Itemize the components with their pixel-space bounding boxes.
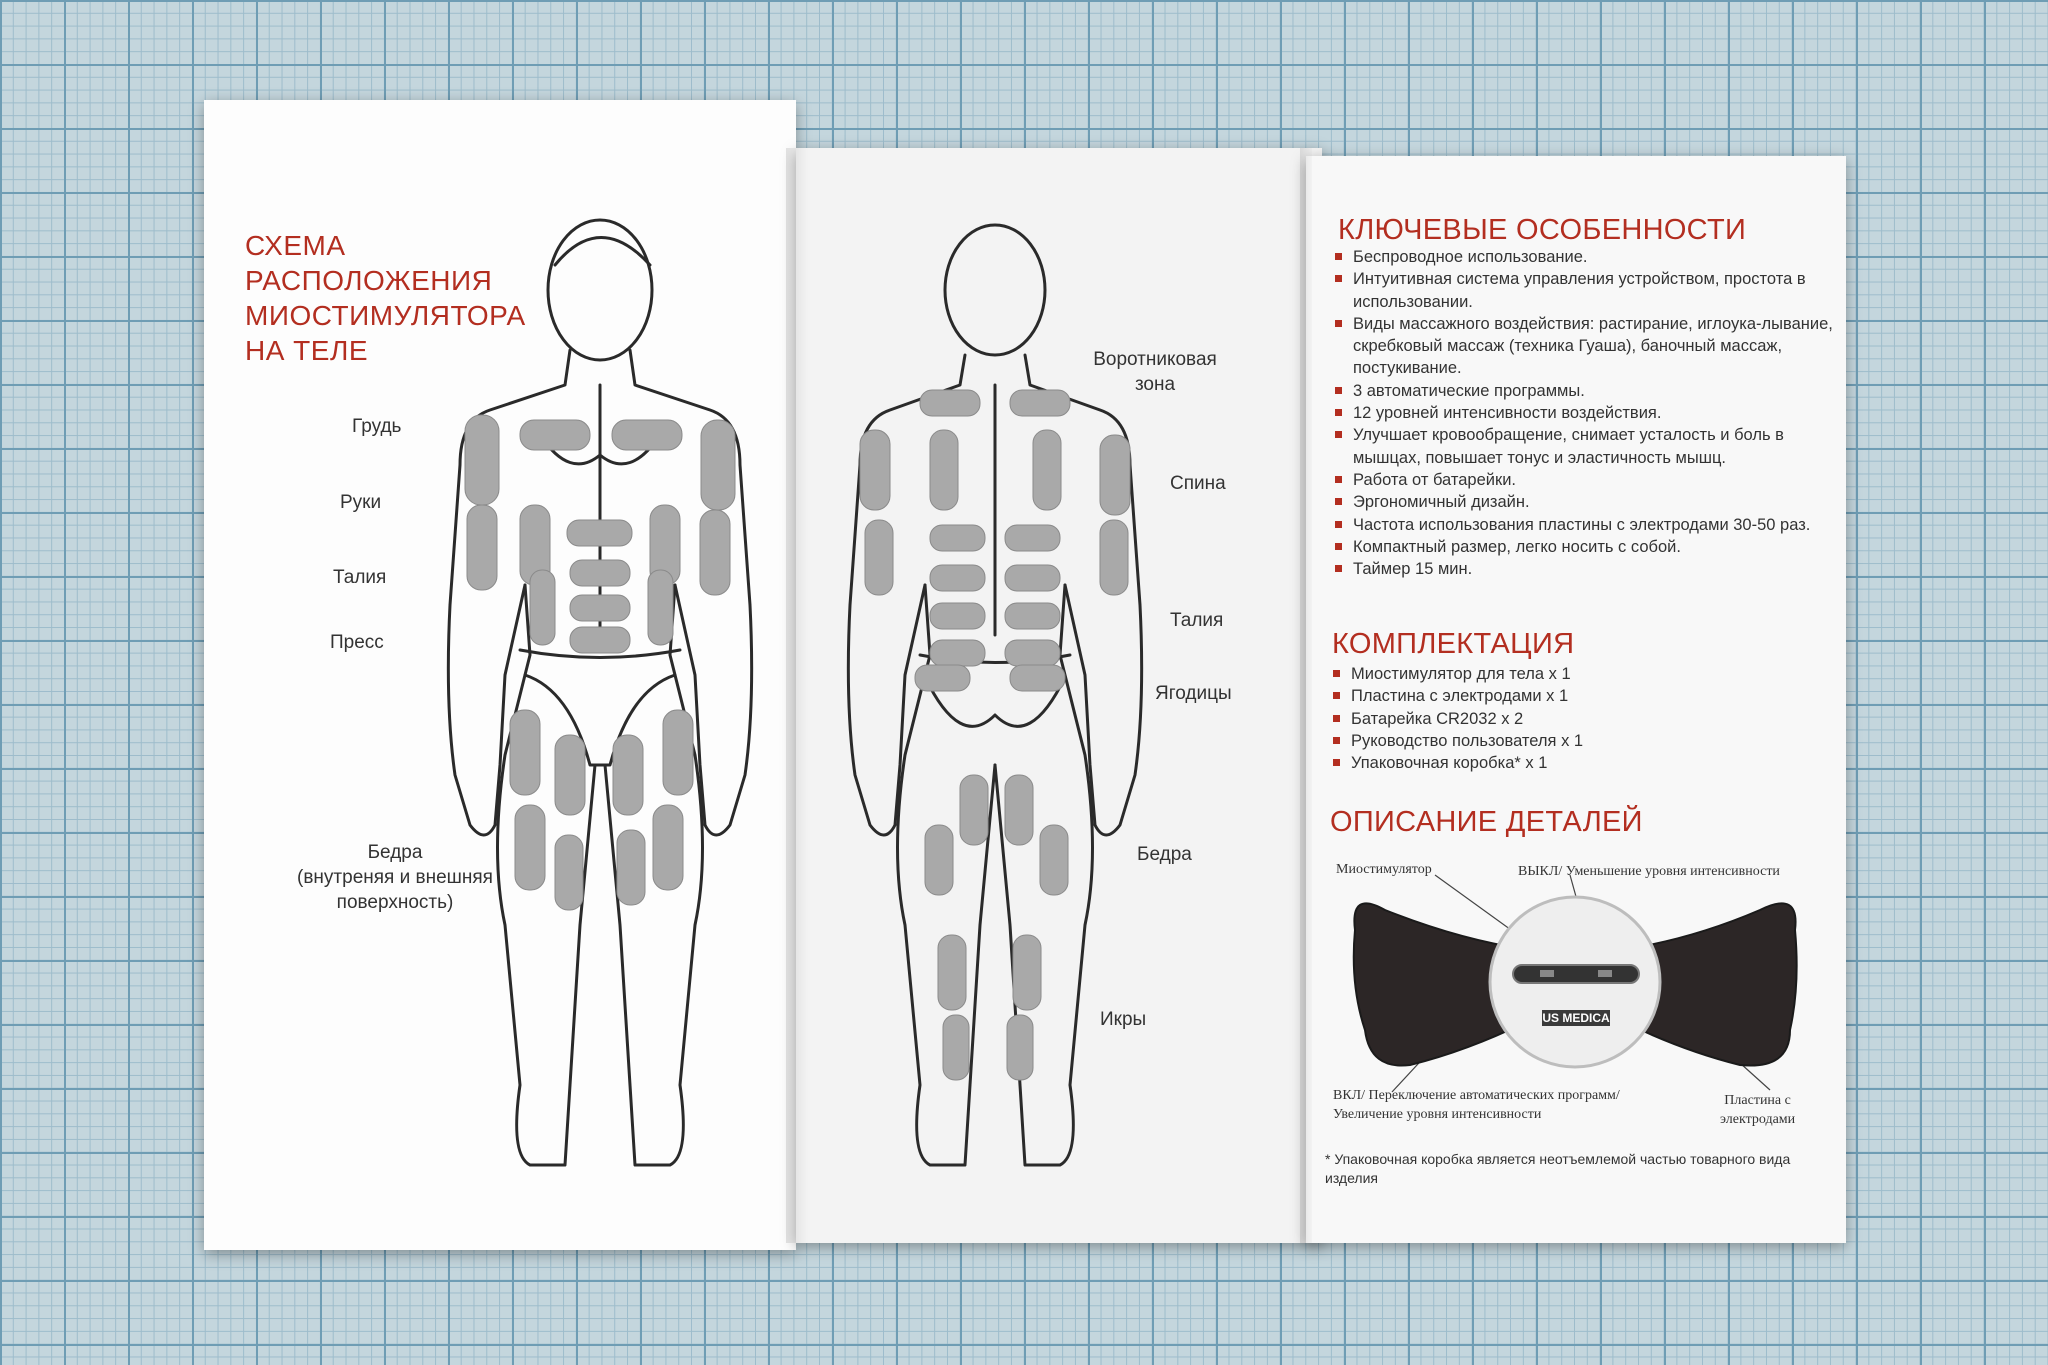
zone-label-thighs	[275, 840, 515, 915]
list-item: Компактный размер, легко носить с собой.	[1333, 536, 1833, 558]
list-item: Батарейка CR2032 x 2	[1331, 708, 1811, 730]
package-list	[1331, 663, 1811, 774]
brand-logo: US MEDICA	[1542, 1011, 1610, 1025]
zone-label-chest: Грудь	[352, 416, 402, 437]
list-item: Пластина с электродами x 1	[1331, 685, 1811, 707]
list-item: Виды массажного воздействия: растирание, иглоука-лывание, скребковый массаж (техника Гуаша), баночный массаж, постукивание.	[1333, 313, 1833, 380]
title-line: РАСПОЛОЖЕНИЯ	[245, 265, 493, 296]
footnote: * Упаковочная коробка является неотъемлемой частью товарного вида изделия	[1325, 1151, 1791, 1186]
device-diagram	[1330, 870, 1830, 1100]
zone-label-back: Спина	[1170, 473, 1226, 494]
zone-label-waist: Талия	[333, 567, 387, 588]
list-item: Руководство пользователя x 1	[1331, 730, 1811, 752]
zone-label-collar	[1085, 347, 1225, 397]
front-body-figure	[430, 205, 770, 1195]
zone-label-calves: Икры	[1100, 1009, 1147, 1030]
caption-device: Миостимулятор	[1336, 862, 1432, 877]
list-item: Беспроводное использование.	[1333, 246, 1833, 268]
zone-label-line: зона	[1134, 374, 1176, 395]
features-heading: КЛЮЧЕВЫЕ ОСОБЕННОСТИ	[1338, 214, 1747, 246]
list-item: Улучшает кровообращение, снимает усталость и боль в мышцах, повышает тонус и эластичность мышц.	[1333, 424, 1833, 469]
caption-on-button	[1333, 1086, 1620, 1124]
zone-label-abs: Пресс	[330, 632, 384, 653]
zone-label-buttocks: Ягодицы	[1155, 683, 1232, 704]
page-fold-shadow	[1300, 148, 1312, 1243]
title-line: МИОСТИМУЛЯТОРА	[245, 300, 526, 331]
zone-label-line: Бедра	[367, 842, 423, 863]
zone-label-line: Воротниковая	[1093, 349, 1217, 370]
caption-line: Пластина с	[1724, 1093, 1791, 1108]
list-item: Таймер 15 мин.	[1333, 558, 1833, 580]
caption-off-button: ВЫКЛ/ Уменьшение уровня интенсивности	[1518, 864, 1780, 879]
list-item: Миостимулятор для тела x 1	[1331, 663, 1811, 685]
list-item: Частота использования пластины с электродами 30-50 раз.	[1333, 514, 1833, 536]
caption-line: Увеличение уровня интенсивности	[1333, 1107, 1542, 1122]
details-heading: ОПИСАНИЕ ДЕТАЛЕЙ	[1330, 806, 1643, 838]
zone-label-waist-back: Талия	[1170, 610, 1224, 631]
zone-label-thighs-back: Бедра	[1137, 844, 1192, 865]
page-fold-shadow	[786, 148, 808, 1243]
zone-label-arms: Руки	[340, 492, 382, 513]
list-item: Упаковочная коробка* x 1	[1331, 752, 1811, 774]
caption-electrode-plate	[1720, 1091, 1795, 1129]
list-item: 3 автоматические программы.	[1333, 380, 1833, 402]
title-line: СХЕМА	[245, 230, 346, 261]
zone-label-line: поверхность)	[336, 892, 454, 913]
device-button-strip	[1513, 965, 1639, 983]
features-list	[1333, 246, 1833, 580]
caption-line: ВКЛ/ Переключение автоматических программ/	[1333, 1088, 1620, 1103]
caption-line: электродами	[1720, 1112, 1796, 1127]
zone-label-line: (внутреняя и внешняя	[297, 867, 493, 888]
list-item: Интуитивная система управления устройством, простота в использовании.	[1333, 268, 1833, 313]
title-line: НА ТЕЛЕ	[245, 335, 369, 366]
list-item: 12 уровней интенсивности воздействия.	[1333, 402, 1833, 424]
list-item: Работа от батарейки.	[1333, 469, 1833, 491]
package-heading: КОМПЛЕКТАЦИЯ	[1332, 628, 1575, 660]
list-item: Эргономичный дизайн.	[1333, 491, 1833, 513]
